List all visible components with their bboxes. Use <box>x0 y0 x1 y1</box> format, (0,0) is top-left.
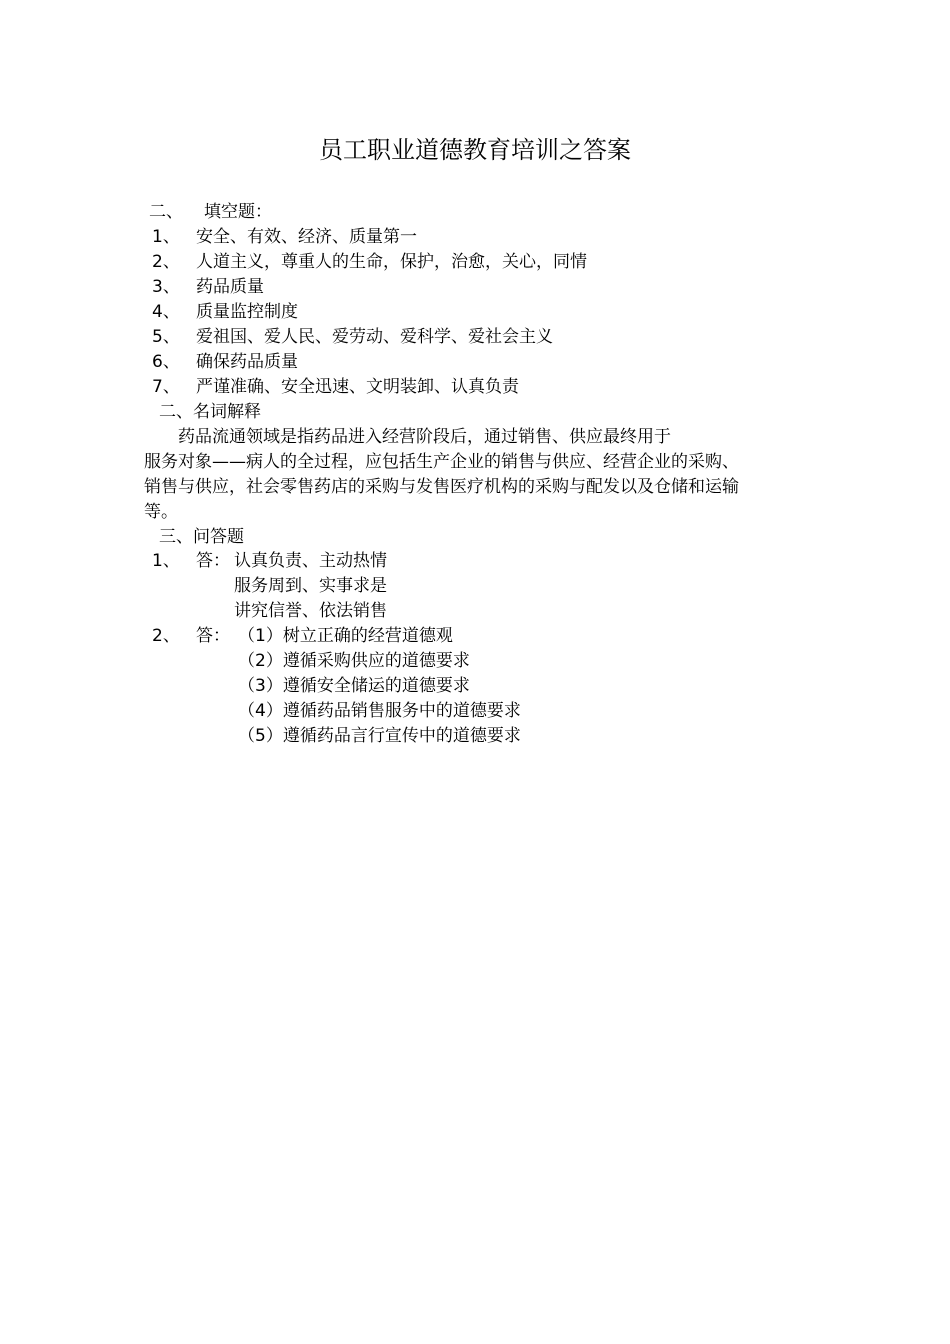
document-title: 员工职业道德教育培训之答案 <box>319 136 631 164</box>
section1-heading: 填空题： <box>204 202 272 222</box>
paragraph-line: 服务对象——病人的全过程，应包括生产企业的销售与供应、经营企业的采购、 <box>144 452 739 472</box>
item-text: 药品质量 <box>196 277 264 297</box>
answer-label: 答： <box>196 551 230 571</box>
answer-line: 服务周到、实事求是 <box>234 576 387 596</box>
item-number: 4、 <box>152 302 180 322</box>
item-text: 安全、有效、经济、质量第一 <box>196 227 417 247</box>
answer-line: （3）遵循安全储运的道德要求 <box>238 676 470 696</box>
item-number: 6、 <box>152 352 180 372</box>
paragraph-line: 销售与供应，社会零售药店的采购与发售医疗机构的采购与配发以及仓储和运输 <box>144 477 739 497</box>
question-number: 1、 <box>152 551 180 571</box>
section2-heading: 二、名词解释 <box>159 402 261 422</box>
section3-heading: 三、问答题 <box>159 527 244 547</box>
item-text: 确保药品质量 <box>196 352 298 372</box>
answer-line: （5）遵循药品言行宣传中的道德要求 <box>238 726 521 746</box>
item-number: 2、 <box>152 252 180 272</box>
section1-heading-number: 二、 <box>149 202 183 222</box>
answer-label: 答： <box>196 626 230 646</box>
paragraph-line: 药品流通领域是指药品进入经营阶段后，通过销售、供应最终用于 <box>178 427 671 447</box>
paragraph-line: 等。 <box>144 502 178 522</box>
item-number: 1、 <box>152 227 180 247</box>
item-number: 3、 <box>152 277 180 297</box>
item-text: 严谨准确、安全迅速、文明装卸、认真负责 <box>196 377 519 397</box>
question-number: 2、 <box>152 626 180 646</box>
item-text: 人道主义，尊重人的生命，保护，治愈，关心，同情 <box>196 252 587 272</box>
answer-line: （1）树立正确的经营道德观 <box>238 626 453 646</box>
answer-line: 讲究信誉、依法销售 <box>234 601 387 621</box>
item-number: 5、 <box>152 327 180 347</box>
item-text: 爱祖国、爱人民、爱劳动、爱科学、爱社会主义 <box>196 327 553 347</box>
answer-line: （2）遵循采购供应的道德要求 <box>238 651 470 671</box>
answer-line: （4）遵循药品销售服务中的道德要求 <box>238 701 521 721</box>
item-text: 质量监控制度 <box>196 302 298 322</box>
answer-line: 认真负责、主动热情 <box>234 551 387 571</box>
item-number: 7、 <box>152 377 180 397</box>
